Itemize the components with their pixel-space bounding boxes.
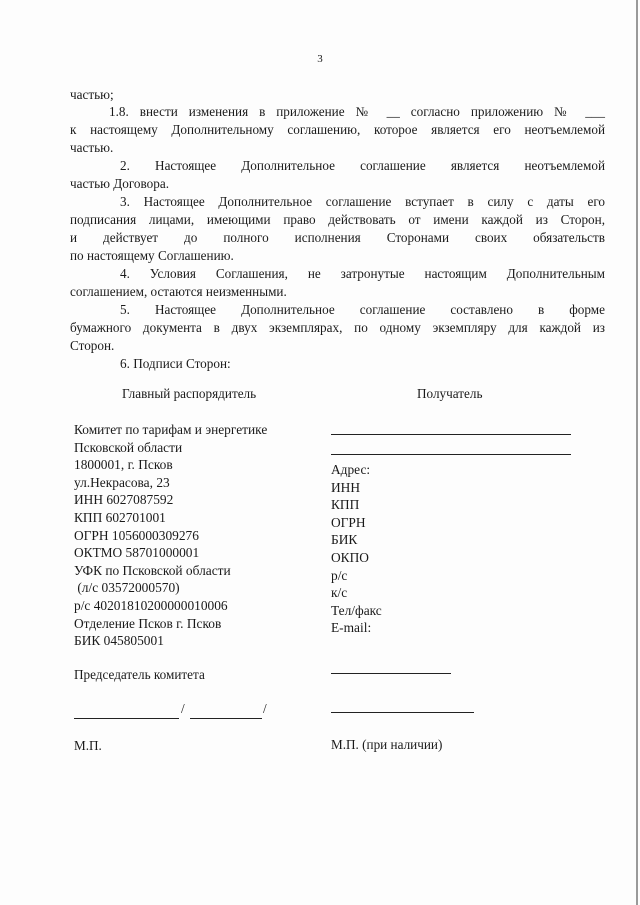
left-requisites: [74, 421, 267, 650]
signature-slash-end: /: [263, 701, 267, 716]
chairman-title: Председатель комитета: [74, 667, 205, 682]
paragraph-line: и действует до полного исполнения Сторонами своих обязательств: [70, 230, 605, 245]
paragraph-line: бумажного документа в двух экземплярах, по одному экземпляру для каждой из: [70, 320, 605, 335]
requisite-line: Отделение Псков г. Псков: [74, 615, 222, 631]
right-stamp-place: М.П. (при наличии): [331, 737, 443, 752]
recipient-position-line: [331, 673, 451, 674]
paragraph-line: 2. Настоящее Дополнительное соглашение является неотъемлемой: [120, 158, 605, 173]
paragraph-line: по настоящему Соглашению.: [70, 248, 234, 263]
paragraph-line: частью.: [70, 140, 114, 155]
requisite-line: Комитет по тарифам и энергетике: [74, 422, 268, 437]
paragraph-line: к настоящему Дополнительному соглашению, которое является его неотъемлемой: [70, 122, 605, 137]
requisite-label: БИК: [331, 532, 358, 548]
right-signature-line: [331, 712, 474, 713]
requisite-line: Псковской области: [74, 439, 183, 455]
recipient-name-line-2: [331, 454, 571, 455]
requisite-label: Адрес:: [331, 462, 371, 477]
paragraph-line: 3. Настоящее Дополнительное соглашение вступает в силу с даты его: [120, 194, 605, 209]
requisite-label: р/с: [331, 567, 348, 583]
left-heading: Главный распорядитель: [122, 386, 257, 401]
requisite-line: (л/с 03572000570): [74, 580, 180, 596]
paragraph-line: соглашением, остаются неизменными.: [70, 284, 287, 299]
requisite-line: БИК 045805001: [74, 633, 164, 649]
paragraph-line: 1.8. внести изменения в приложение № __ согласно приложению № ___: [109, 104, 605, 119]
paragraph-continuation: частью;: [70, 87, 114, 102]
left-signature-line: [74, 718, 179, 719]
requisite-line: ул.Некрасова, 23: [74, 474, 170, 490]
left-name-line: [190, 718, 262, 719]
requisite-line: КПП 602701001: [74, 509, 166, 525]
requisite-label: ИНН: [331, 479, 361, 495]
requisite-line: ОКТМО 58701000001: [74, 545, 200, 561]
paragraph-6-signatures: 6. Подписи Сторон:: [120, 356, 231, 371]
requisite-label: Тел/факс: [331, 602, 382, 618]
paragraph-line: подписания лицами, имеющими право действовать от имени каждой из Сторон,: [70, 212, 605, 227]
requisite-line: ОГРН 1056000309276: [74, 527, 199, 543]
requisite-label: КПП: [331, 497, 360, 513]
requisite-label: E-mail:: [331, 620, 372, 636]
requisite-label: ОГРН: [331, 514, 366, 530]
requisite-line: УФК по Псковской области: [74, 562, 231, 578]
recipient-name-line: [331, 434, 571, 435]
requisite-line: ИНН 6027087592: [74, 492, 174, 508]
signature-slash: /: [181, 701, 185, 716]
page-edge: [636, 0, 638, 905]
paragraph-line: частью Договора.: [70, 176, 170, 191]
left-stamp-place: М.П.: [74, 738, 102, 753]
requisite-line: 1800001, г. Псков: [74, 457, 173, 473]
requisite-label: ОКПО: [331, 549, 369, 565]
paragraph-line: Сторон.: [70, 338, 115, 353]
page-number: 3: [317, 53, 323, 65]
right-heading: Получатель: [417, 386, 483, 401]
requisite-label: к/с: [331, 585, 348, 601]
right-requisites: [331, 461, 382, 637]
requisite-line: р/с 40201810200000010006: [74, 597, 228, 613]
paragraph-line: 5. Настоящее Дополнительное соглашение составлено в форме: [120, 302, 605, 317]
paragraph-line: 4. Условия Соглашения, не затронутые настоящим Дополнительным: [120, 266, 605, 281]
